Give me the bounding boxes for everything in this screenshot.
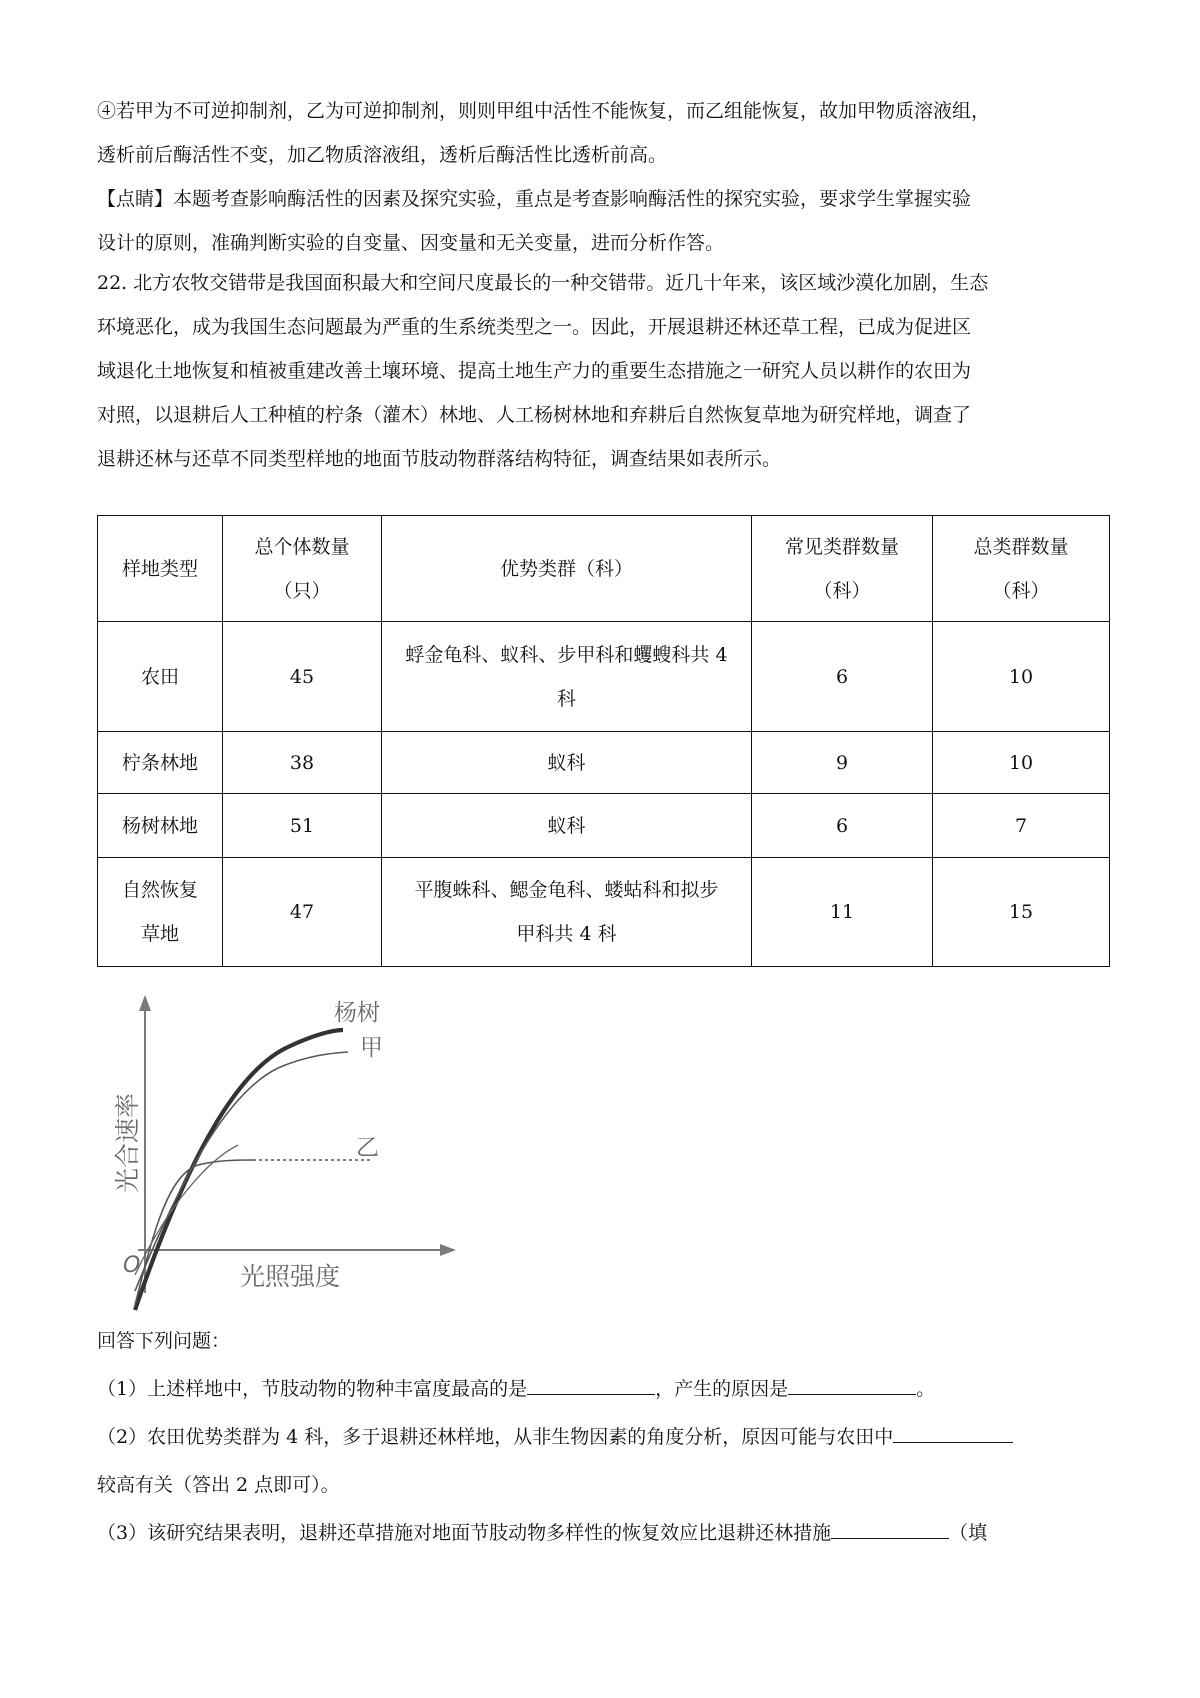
cell-total: 38 xyxy=(223,732,382,794)
cell-groups: 15 xyxy=(933,858,1110,967)
q1-text: ，产生的原因是 xyxy=(655,1378,789,1400)
cell-dominant: 蚁科 xyxy=(382,732,752,794)
cell-dominant: 平腹蛛科、鳃金龟科、蝼蛄科和拟步 甲科共 4 科 xyxy=(382,858,752,967)
q2-text: 较高有关（答出 2 点即可）。 xyxy=(97,1474,340,1496)
question-line: 22. 北方农牧交错带是我国面积最大和空间尺度最长的一种交错带。近几十年来，该区域沙漠化加剧，生态 xyxy=(97,272,989,294)
q2-text: （2）农田优势类群为 4 科，多于退耕还林样地，从非生物因素的角度分析，原因可能与农田中 xyxy=(97,1426,894,1448)
question-line: 环境恶化，成为我国生态问题最为严重的生系统类型之一。因此，开展退耕还林还草工程，已成为促进区 xyxy=(97,316,972,338)
answer-paragraph xyxy=(97,89,1109,265)
cell-common: 6 xyxy=(752,794,933,858)
answer-line: 透析前后酶活性不变，加乙物质溶液组，透析后酶活性比透析前高。 xyxy=(97,144,668,166)
chart-axes xyxy=(138,995,456,1293)
q3-text: （填 xyxy=(949,1522,988,1544)
cell-site: 柠条林地 xyxy=(98,732,223,794)
note-line: 【点睛】本题考查影响酶活性的因素及探究实验，重点是考查影响酶活性的探究实验，要求学生掌握实验 xyxy=(97,188,972,210)
table-row xyxy=(98,622,1110,732)
cell-total: 51 xyxy=(223,794,382,858)
cell-groups: 10 xyxy=(933,732,1110,794)
question-line: 域退化土地恢复和植被重建改善土壤环境、提高土地生产力的重要生态措施之一研究人员以耕作的农田为 xyxy=(97,360,972,382)
header-common-groups: 常见类群数量 （科） xyxy=(752,516,933,622)
answer-line: ④若甲为不可逆抑制剂，乙为可逆抑制剂，则则甲组中活性不能恢复，而乙组能恢复，故加甲物质溶液组， xyxy=(97,100,991,122)
cell-site: 自然恢复 草地 xyxy=(98,858,223,967)
cell-total: 45 xyxy=(223,622,382,732)
x-axis-arrow xyxy=(440,1244,456,1256)
light-response-chart xyxy=(113,985,458,1330)
series-label-yang: 杨树 xyxy=(334,1000,380,1026)
origin-label: O xyxy=(123,1253,141,1278)
table-header-row xyxy=(98,516,1110,622)
answer-prompts xyxy=(97,1317,1109,1557)
answer-prompt: 回答下列问题： xyxy=(97,1330,231,1352)
cell-groups: 7 xyxy=(933,794,1110,858)
header-dominant-groups: 优势类群（科） xyxy=(382,516,752,622)
q1-blank-2[interactable] xyxy=(788,1376,916,1395)
cell-dominant: 蜉金龟科、蚁科、步甲科和蠼螋科共 4 科 xyxy=(382,622,752,732)
series-label-jia: 甲 xyxy=(360,1035,383,1061)
q1-text: （1）上述样地中，节肢动物的物种丰富度最高的是 xyxy=(97,1378,528,1400)
table-row xyxy=(98,794,1110,858)
q3-blank[interactable] xyxy=(831,1520,949,1539)
question-22-text xyxy=(97,261,1109,481)
header-site-type: 样地类型 xyxy=(98,516,223,622)
cell-common: 9 xyxy=(752,732,933,794)
series-label-yi: 乙 xyxy=(356,1135,379,1161)
y-axis-label: 光合速率 xyxy=(113,1092,142,1193)
cell-dominant: 蚁科 xyxy=(382,794,752,858)
y-axis-arrow xyxy=(139,995,151,1011)
q1-text: 。 xyxy=(916,1378,936,1400)
x-axis-label: 光照强度 xyxy=(240,1262,341,1291)
cell-site: 杨树林地 xyxy=(98,794,223,858)
note-line: 设计的原则，准确判断实验的自变量、因变量和无关变量，进而分析作答。 xyxy=(97,232,725,254)
cell-groups: 10 xyxy=(933,622,1110,732)
q3-text: （3）该研究结果表明，退耕还草措施对地面节肢动物多样性的恢复效应比退耕还林措施 xyxy=(97,1522,832,1544)
q2-blank[interactable] xyxy=(893,1424,1013,1443)
arthropod-survey-table xyxy=(97,515,1110,967)
table-row xyxy=(98,858,1110,967)
table-row xyxy=(98,732,1110,794)
cell-common: 6 xyxy=(752,622,933,732)
cell-site: 农田 xyxy=(98,622,223,732)
header-total-groups: 总类群数量 （科） xyxy=(933,516,1110,622)
header-total-count: 总个体数量 （只） xyxy=(223,516,382,622)
question-line: 对照，以退耕后人工种植的柠条（灌木）林地、人工杨树林地和弃耕后自然恢复草地为研究样地，调查了 xyxy=(97,404,972,426)
q1-blank-1[interactable] xyxy=(527,1376,655,1395)
cell-total: 47 xyxy=(223,858,382,967)
question-line: 退耕还林与还草不同类型样地的地面节肢动物群落结构特征，调查结果如表所示。 xyxy=(97,448,782,470)
cell-common: 11 xyxy=(752,858,933,967)
